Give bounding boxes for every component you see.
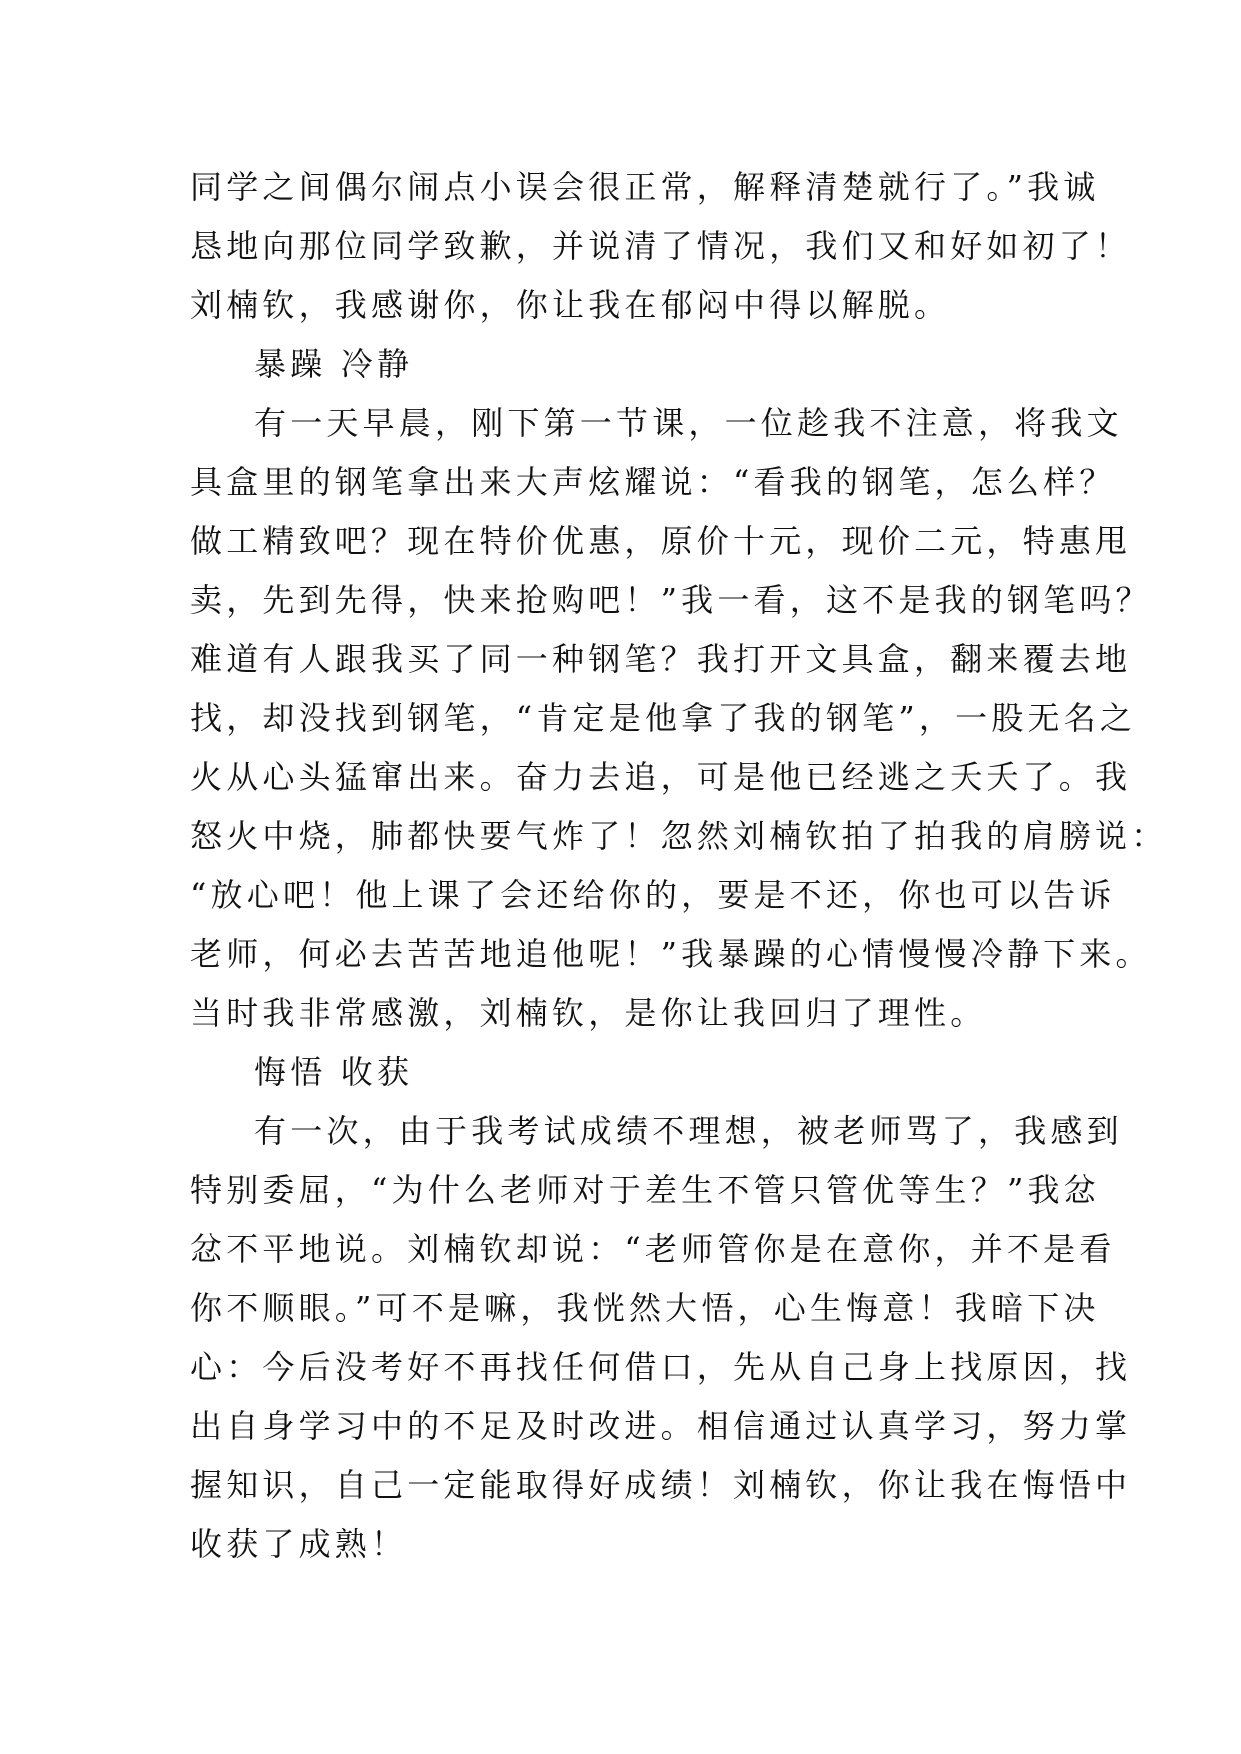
paragraph-line: 忿不平地说。刘楠钦却说：“老师管你是在意你，并不是看 bbox=[190, 1230, 1116, 1268]
paragraph-line: 卖，先到先得，快来抢购吧！”我一看，这不是我的钢笔吗？ bbox=[190, 581, 1152, 619]
paragraph-line: 怒火中烧，肺都快要气炸了！忽然刘楠钦拍了拍我的肩膀说： bbox=[190, 817, 1168, 855]
paragraph-line: 同学之间偶尔闹点小误会很正常，解释清楚就行了。”我诚 bbox=[190, 168, 1100, 206]
paragraph-line: 你不顺眼。”可不是嘛，我恍然大悟，心生悔意！我暗下决 bbox=[190, 1289, 1100, 1327]
paragraph-line: 老师，何必去苦苦地追他呢！”我暴躁的心情慢慢冷静下来。 bbox=[190, 935, 1152, 973]
essay-text bbox=[190, 158, 1168, 1574]
paragraph-first-line: 有一天早晨，刚下第一节课，一位趁我不注意，将我文 bbox=[254, 404, 1123, 442]
section-heading: 悔悟 收获 bbox=[254, 1053, 414, 1091]
paragraph-line: 刘楠钦，我感谢你，你让我在郁闷中得以解脱。 bbox=[190, 286, 951, 324]
paragraph-line: 做工精致吧？现在特价优惠，原价十元，现价二元，特惠甩 bbox=[190, 522, 1132, 560]
paragraph-line: 具盒里的钢笔拿出来大声炫耀说：“看我的钢笔，怎么样？ bbox=[190, 463, 1116, 501]
paragraph-line: 难道有人跟我买了同一种钢笔？我打开文具盒，翻来覆去地 bbox=[190, 640, 1132, 678]
section-heading: 暴躁 冷静 bbox=[254, 345, 414, 383]
paragraph-line: 握知识，自己一定能取得好成绩！刘楠钦，你让我在悔悟中 bbox=[190, 1466, 1132, 1504]
paragraph-line: 火从心头猛窜出来。奋力去追，可是他已经逃之夭夭了。我 bbox=[190, 758, 1132, 796]
paragraph-line: 出自身学习中的不足及时改进。相信通过认真学习，努力掌 bbox=[190, 1407, 1132, 1445]
paragraph-line: 恳地向那位同学致歉，并说清了情况，我们又和好如初了！ bbox=[190, 227, 1132, 265]
paragraph-line: “放心吧！他上课了会还给你的，要是不还，你也可以告诉 bbox=[190, 876, 1116, 914]
paragraph-line: 收获了成熟！ bbox=[190, 1525, 408, 1563]
paragraph-line: 找，却没找到钢笔，“肯定是他拿了我的钢笔”，一股无名之 bbox=[190, 699, 1137, 737]
paragraph-line: 心：今后没考好不再找任何借口，先从自己身上找原因，找 bbox=[190, 1348, 1132, 1386]
paragraph-line: 特别委屈，“为什么老师对于差生不管只管优等生？”我忿 bbox=[190, 1171, 1100, 1209]
paragraph-line: 当时我非常感激，刘楠钦，是你让我回归了理性。 bbox=[190, 994, 987, 1032]
paragraph-first-line: 有一次，由于我考试成绩不理想，被老师骂了，我感到 bbox=[254, 1112, 1123, 1150]
